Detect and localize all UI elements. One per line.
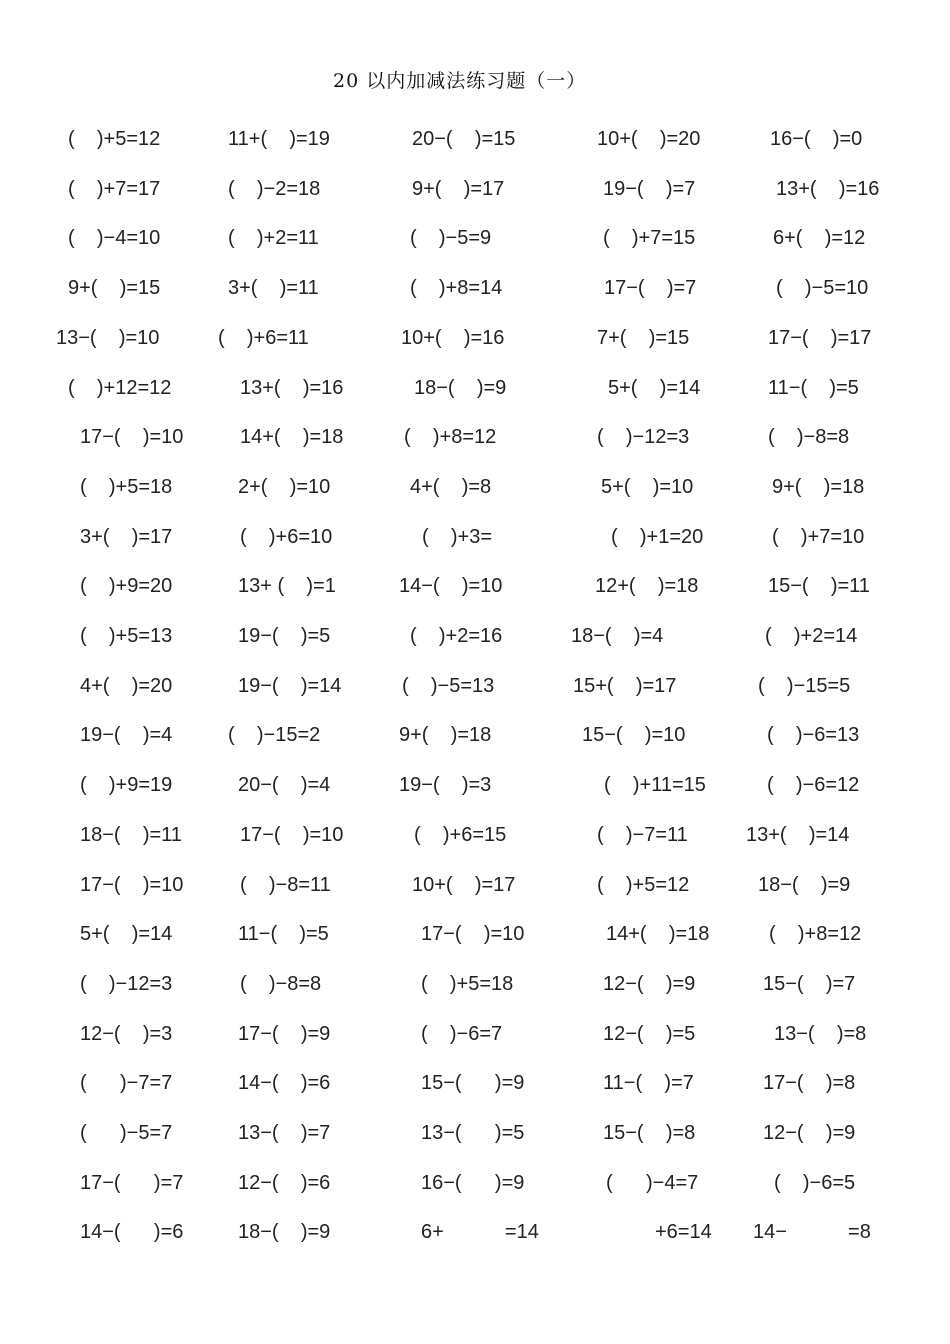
- problem-item: ( )+5=18: [80, 475, 173, 498]
- problem-item: ( )−6=13: [767, 724, 860, 747]
- problem-item: 13+( )=16: [240, 376, 344, 399]
- problem-item: 15−( )=9: [421, 1072, 525, 1095]
- problem-item: 10+( )=16: [401, 326, 505, 349]
- problem-item: 19−( )=3: [399, 774, 492, 797]
- problem-item: ( )+6=15: [414, 823, 507, 846]
- problem-item: ( )−5=9: [410, 227, 492, 250]
- problem-item: 14+( )=18: [606, 923, 710, 946]
- problem-row: [0, 820, 950, 850]
- problem-item: 17−( )=7: [80, 1171, 184, 1194]
- problem-item: 7+( )=15: [597, 326, 690, 349]
- problem-item: ( )−4=10: [68, 227, 161, 250]
- problem-item: ( )+5=13: [80, 625, 173, 647]
- problem-item: 13−( )=7: [238, 1122, 331, 1144]
- problem-item: 2+( )=10: [238, 475, 331, 498]
- problem-item: 19−( )=14: [238, 674, 342, 697]
- problem-item: ( )+5=12: [597, 873, 690, 896]
- problem-row: [0, 373, 950, 403]
- problem-item: ( )−8=8: [768, 426, 850, 449]
- problem-item: 14+( )=18: [240, 426, 344, 449]
- problem-item: ( )+5=18: [421, 972, 514, 995]
- problem-item: ( )+11=15: [604, 774, 706, 797]
- problem-item: ( )+3=: [422, 525, 493, 548]
- problem-item: 9+( )=18: [399, 724, 492, 747]
- problem-row: [0, 1168, 950, 1198]
- problem-item: 17−( )=8: [763, 1072, 856, 1095]
- problem-row: [0, 621, 950, 651]
- problem-item: 5+( )=14: [80, 923, 173, 946]
- problem-item: ( )+2=14: [765, 625, 858, 647]
- problem-item: 12−( )=9: [763, 1122, 856, 1144]
- problem-item: 18−( )=11: [80, 823, 182, 846]
- problem-item: 18−( )=9: [238, 1221, 331, 1244]
- problem-item: 13+ ( )=1: [238, 575, 336, 598]
- problem-item: 17−( )=10: [80, 873, 184, 896]
- problem-item: 17−( )=7: [604, 277, 697, 300]
- problem-row: [0, 422, 950, 452]
- problem-item: 15+( )=17: [573, 674, 677, 697]
- problem-item: ( )−8=11: [240, 873, 331, 896]
- problem-item: ( )−12=3: [80, 972, 173, 995]
- problem-row: [0, 174, 950, 204]
- problem-item: ( )−12=3: [597, 426, 690, 449]
- problem-row: [0, 273, 950, 303]
- problem-item: 3+( )=17: [80, 525, 173, 548]
- problem-item: 14− =8: [753, 1221, 871, 1244]
- problem-row: [0, 571, 950, 601]
- problem-item: 20−( )=4: [238, 774, 331, 797]
- problem-item: 17−( )=10: [421, 923, 525, 946]
- problem-item: ( )−4=7: [606, 1171, 699, 1194]
- problem-item: 19−( )=4: [80, 724, 173, 747]
- problem-item: 17−( )=10: [240, 823, 344, 846]
- problem-item: 16−( )=9: [421, 1171, 525, 1194]
- problem-item: ( )+7=10: [772, 525, 865, 548]
- problem-item: 15−( )=8: [603, 1122, 696, 1144]
- problem-item: +6=14: [655, 1221, 712, 1244]
- problem-item: ( )+6=10: [240, 525, 333, 548]
- problem-item: ( )+8=12: [404, 426, 497, 449]
- problem-item: 10+( )=17: [412, 873, 516, 896]
- problem-item: ( )−2=18: [228, 177, 321, 200]
- problem-item: 5+( )=14: [608, 376, 701, 399]
- problem-row: [0, 919, 950, 949]
- problem-item: 18−( )=4: [571, 625, 664, 647]
- problem-row: [0, 1118, 950, 1148]
- problem-item: ( )−8=8: [240, 972, 322, 995]
- problem-item: 15−( )=11: [768, 575, 870, 598]
- problem-row: [0, 770, 950, 800]
- problem-row: [0, 720, 950, 750]
- problem-item: ( )+7=17: [68, 177, 161, 200]
- problem-item: 19−( )=7: [603, 177, 696, 200]
- problem-item: ( )+5=12: [68, 128, 161, 150]
- problem-row: [0, 969, 950, 999]
- problem-item: ( )+7=15: [603, 227, 696, 250]
- problem-item: 11−( )=5: [768, 376, 859, 399]
- problem-item: 19−( )=5: [238, 625, 331, 647]
- problem-item: ( )−6=12: [767, 774, 860, 797]
- problem-item: 6+( )=12: [773, 227, 866, 250]
- problem-item: 4+( )=20: [80, 674, 173, 697]
- problem-item: ( )+2=11: [228, 227, 319, 250]
- problem-item: ( )−15=2: [228, 724, 321, 747]
- problem-item: 13−( )=5: [421, 1122, 525, 1144]
- problem-item: 9+( )=15: [68, 277, 161, 300]
- page-title: 20 以内加减法练习题（一）: [333, 70, 587, 92]
- problem-item: ( )+6=11: [218, 326, 309, 349]
- problem-item: ( )−6=7: [421, 1022, 503, 1045]
- problem-row: [0, 1019, 950, 1049]
- problem-item: 13−( )=10: [56, 326, 160, 349]
- problem-item: 13+( )=14: [746, 823, 850, 846]
- problem-item: 15−( )=10: [582, 724, 686, 747]
- problem-row: [0, 323, 950, 353]
- problem-item: ( )+8=12: [769, 923, 862, 946]
- problem-item: ( )−7=7: [80, 1072, 173, 1095]
- problem-item: 16−( )=0: [770, 128, 863, 150]
- problem-row: [0, 671, 950, 701]
- problem-item: 15−( )=7: [763, 972, 856, 995]
- problem-item: 12−( )=9: [603, 972, 696, 995]
- problem-item: 4+( )=8: [410, 475, 492, 498]
- problem-item: 11+( )=19: [228, 128, 330, 150]
- problem-row: [0, 472, 950, 502]
- problem-item: ( )+1=20: [611, 525, 704, 548]
- problem-item: 18−( )=9: [414, 376, 507, 399]
- problem-item: 17−( )=10: [80, 426, 184, 449]
- problem-item: 13+( )=16: [776, 177, 880, 200]
- problem-item: 9+( )=18: [772, 475, 865, 498]
- problem-item: 14−( )=6: [238, 1072, 331, 1095]
- problem-item: ( )−5=10: [776, 277, 869, 300]
- problem-item: ( )+12=12: [68, 376, 172, 399]
- problem-item: ( )+9=19: [80, 774, 173, 797]
- problem-item: ( )−5=13: [402, 674, 495, 697]
- problem-item: 17−( )=9: [238, 1022, 331, 1045]
- problem-row: [0, 1068, 950, 1098]
- problem-item: ( )+9=20: [80, 575, 173, 598]
- problem-row: [0, 223, 950, 253]
- problem-item: 18−( )=9: [758, 873, 851, 896]
- problem-item: 14−( )=10: [399, 575, 503, 598]
- problem-item: 14−( )=6: [80, 1221, 184, 1244]
- problem-row: [0, 124, 950, 154]
- problem-item: 9+( )=17: [412, 177, 505, 200]
- problem-item: ( )+2=16: [410, 625, 503, 647]
- problem-item: 17−( )=17: [768, 326, 872, 349]
- problem-item: 6+ =14: [421, 1221, 539, 1244]
- problem-row: [0, 522, 950, 552]
- problem-item: ( )−7=11: [597, 823, 688, 846]
- problem-item: 12−( )=3: [80, 1022, 173, 1045]
- problem-row: [0, 1217, 950, 1247]
- problem-item: 20−( )=15: [412, 128, 516, 150]
- problem-item: 3+( )=11: [228, 277, 319, 300]
- problem-item: 12−( )=6: [238, 1171, 331, 1194]
- problem-item: ( )+8=14: [410, 277, 503, 300]
- problem-item: 12−( )=5: [603, 1022, 696, 1045]
- problem-row: [0, 870, 950, 900]
- problem-item: 13−( )=8: [774, 1022, 867, 1045]
- problem-item: ( )−5=7: [80, 1122, 173, 1144]
- problem-item: ( )−15=5: [758, 674, 851, 697]
- problem-item: 5+( )=10: [601, 475, 694, 498]
- problem-item: 11−( )=7: [603, 1072, 694, 1095]
- problem-item: 11−( )=5: [238, 923, 329, 946]
- problem-item: 12+( )=18: [595, 575, 699, 598]
- problem-item: 10+( )=20: [597, 128, 701, 150]
- problem-item: ( )−6=5: [774, 1171, 856, 1194]
